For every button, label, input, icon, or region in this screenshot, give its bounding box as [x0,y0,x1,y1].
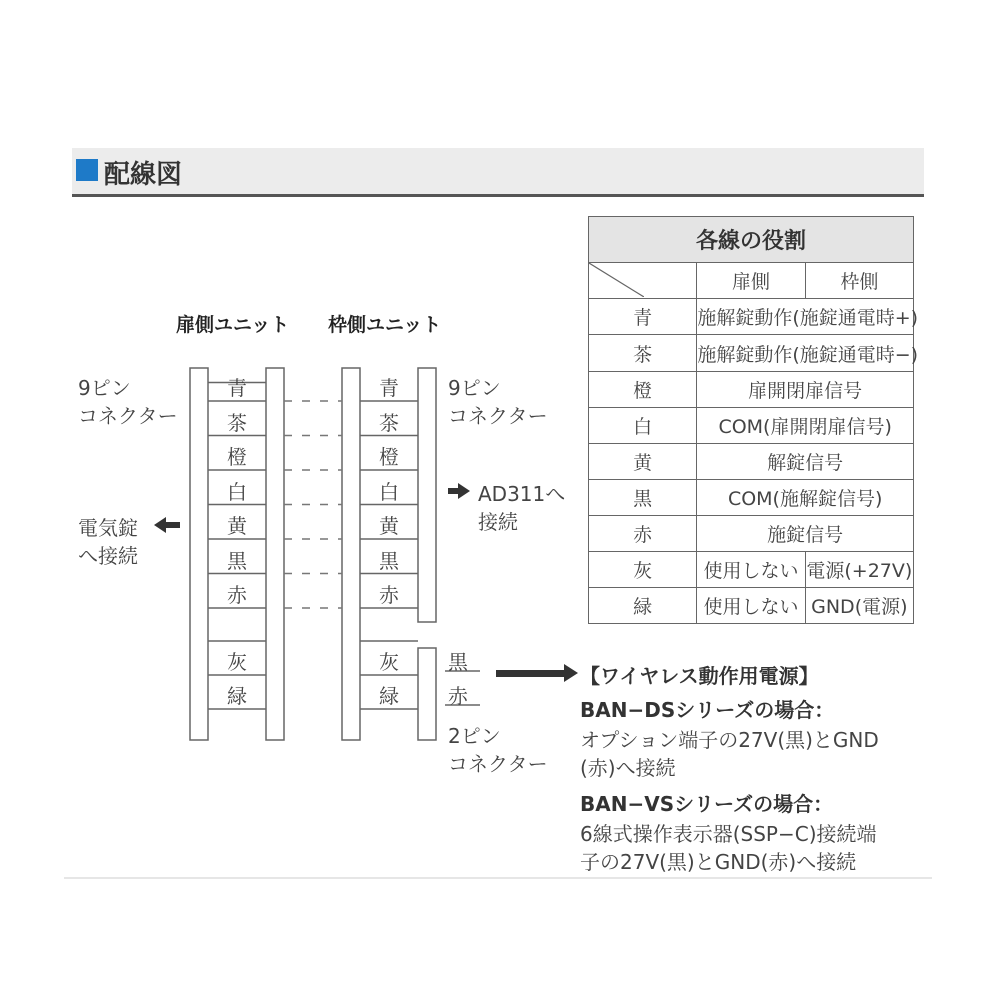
wire-label-door: 黒 [227,548,247,573]
page-title: 配線図 [104,160,183,190]
table-row [589,299,914,335]
row-role: 扉開閉扉信号 [697,371,914,407]
left-connector-label-2: コネクター [78,404,178,428]
table-row [589,443,914,479]
two-pin-label-1: 2ピン [448,724,501,748]
wire-label-door: 白 [227,479,247,504]
diagonal-line-icon [589,263,644,297]
door-connector-right-bar [266,368,284,740]
row-role: 解錠信号 [697,443,914,479]
row-role: 施解錠動作(施錠通電時−) [697,335,914,371]
row-role-frame: 電源(+27V) [805,551,913,587]
left-connector-label-1: 9ピン [78,376,131,400]
wire-label-frame: 黒 [379,548,399,573]
frame-connector-right-bar [418,368,436,622]
row-role: 施解錠動作(施錠通電時+) [697,299,914,335]
row-role-frame: GND(電源) [805,587,913,623]
col-header-door: 扉側 [697,263,805,299]
door-connector-left-bar [190,368,208,740]
row-color: 灰 [589,551,697,587]
ad311-label-1: AD311へ [478,482,566,506]
table-row [589,515,914,551]
row-color: 青 [589,299,697,335]
table-row [589,551,914,587]
power-wire-label-door: 灰 [227,650,247,674]
power-wire-label-door: 緑 [227,684,247,708]
table-row [589,587,914,623]
power-arrow-icon [496,664,578,682]
table-row [589,335,914,371]
table-row [589,479,914,515]
wire-label-door: 青 [227,376,247,400]
bottom-divider [64,877,932,879]
row-color: 黄 [589,443,697,479]
vs-note-title: BAN−VSシリーズの場合： [580,792,834,816]
row-color: 赤 [589,515,697,551]
table-title: 各線の役割 [589,217,914,263]
wire-label-frame: 青 [379,376,399,400]
power-note-title: 【ワイヤレス動作用電源】 [580,664,819,688]
right-connector-label-2: コネクター [448,404,548,428]
table-row [589,407,914,443]
power-wire-label-frame: 灰 [379,650,399,674]
two-pin-wire-black: 黒 [448,650,468,674]
vs-note-text-1: 6線式操作表示器(SSP−C)接続端 [580,822,877,846]
two-pin-wire-red: 赤 [448,684,468,708]
col-header-frame: 枠側 [805,263,913,299]
two-pin-connector-bar [418,648,436,740]
wire-label-door: 橙 [227,445,247,469]
electric-lock-arrow-icon [154,517,180,533]
ad311-arrow-icon [448,483,470,499]
row-role: COM(扉開閉扉信号) [697,407,914,443]
ds-note-text-1: オプション端子の27V(黒)とGND [580,728,879,752]
wire-label-frame: 橙 [379,445,399,469]
table-row [589,371,914,407]
wire-label-frame: 黄 [379,514,399,538]
ad311-label-2: 接続 [478,510,518,534]
row-role: COM(施解錠信号) [697,479,914,515]
wire-label-door: 黄 [227,514,247,538]
wire-label-frame: 赤 [379,583,399,607]
wire-role-table [588,216,919,624]
row-color: 橙 [589,371,697,407]
row-role: 施錠信号 [697,515,914,551]
right-connector-label-1: 9ピン [448,376,501,400]
frame-connector-left-bar [342,368,360,740]
wire-label-frame: 茶 [379,410,399,435]
row-role-door: 使用しない [697,551,805,587]
electric-lock-label-1: 電気錠 [78,516,138,540]
row-color: 白 [589,407,697,443]
row-color: 茶 [589,335,697,371]
table-corner-cell [589,263,697,299]
door-unit-label: 扉側ユニット [176,314,290,336]
two-pin-label-2: コネクター [448,752,548,776]
electric-lock-label-2: へ接続 [78,544,138,568]
wire-label-frame: 白 [379,479,399,504]
wire-label-door: 茶 [227,410,247,435]
frame-unit-label: 枠側ユニット [328,314,442,336]
row-role-door: 使用しない [697,587,805,623]
ds-note-text-2: (赤)へ接続 [580,756,676,780]
wire-label-door: 赤 [227,583,247,607]
power-wire-label-frame: 緑 [379,684,399,708]
row-color: 緑 [589,587,697,623]
vs-note-text-2: 子の27V(黒)とGND(赤)へ接続 [580,850,857,874]
row-color: 黒 [589,479,697,515]
ds-note-title: BAN−DSシリーズの場合： [580,698,835,722]
